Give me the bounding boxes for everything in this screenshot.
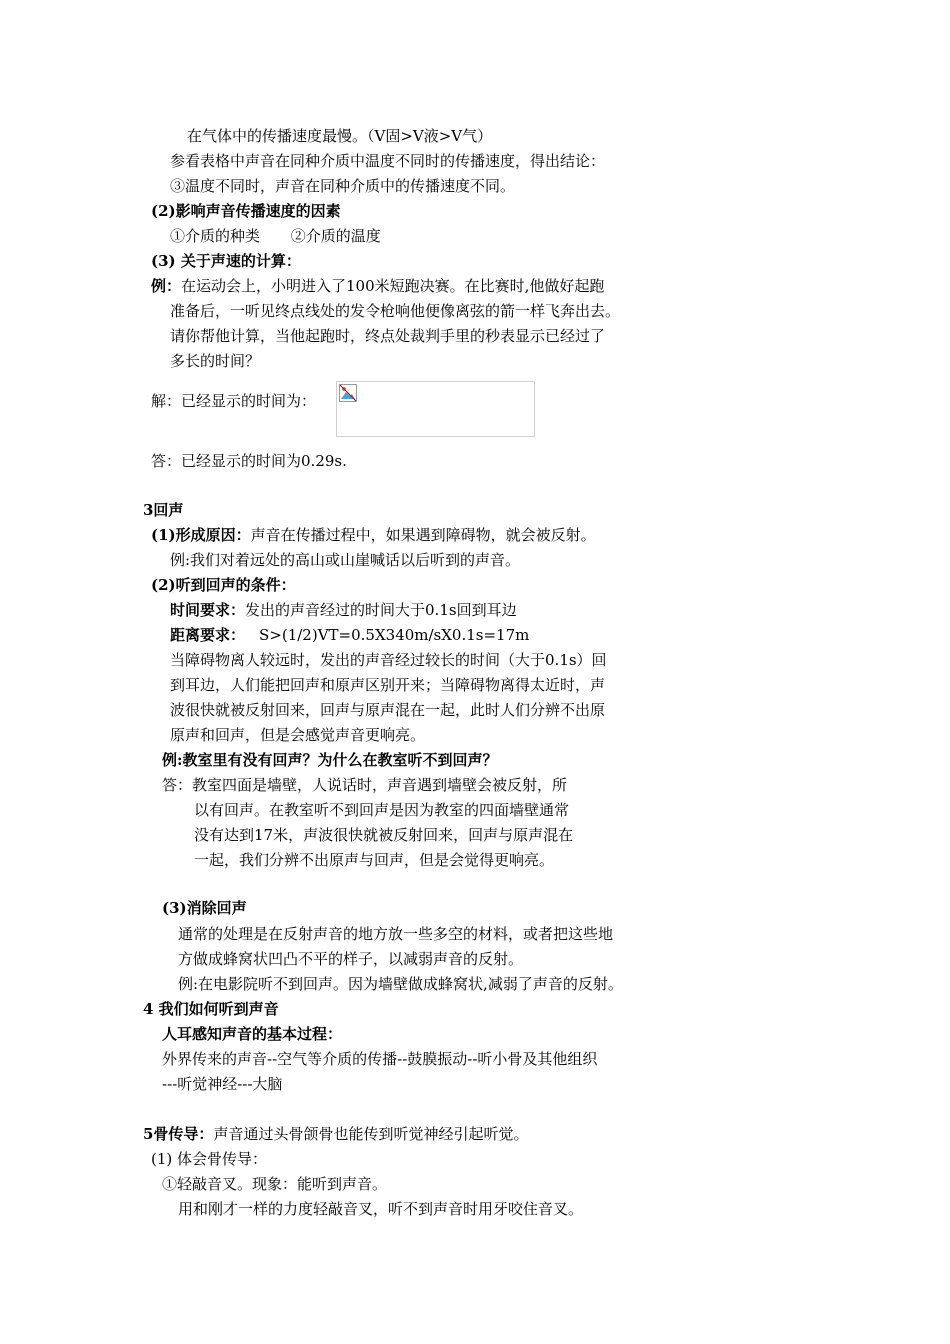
text-line bbox=[162, 775, 567, 795]
section-heading: 3回声 bbox=[143, 501, 184, 519]
text-line: 到耳边，人们能把回声和原声区别开来；当障碍物离得太近时，声 bbox=[170, 676, 606, 694]
text-line bbox=[170, 600, 517, 620]
text-segment: 在运动会上，小明进入了100米短跑决赛。在比赛时,他做好起跑 bbox=[181, 277, 605, 295]
term-label: (1)形成原因： bbox=[151, 526, 251, 544]
text-line: 当障碍物离人较远时，发出的声音经过较长的时间（大于0.1s）回 bbox=[170, 651, 607, 669]
text-line: 参看表格中声音在同种介质中温度不同时的传播速度，得出结论： bbox=[170, 152, 606, 170]
subheading: (2)听到回声的条件： bbox=[151, 576, 296, 594]
example-label: 例： bbox=[151, 277, 182, 295]
text-segment: 发出的声音经过的时间大于0.1s回到耳边 bbox=[245, 601, 517, 619]
text-line: 解：已经显示的时间为： bbox=[151, 392, 317, 410]
text-line: 原声和回声，但是会感觉声音更响亮。 bbox=[170, 726, 426, 744]
text-line bbox=[143, 1124, 528, 1144]
text-line: ①轻敲音叉。现象：能听到声音。 bbox=[162, 1175, 388, 1193]
text-segment: ①介质的种类 bbox=[170, 227, 261, 245]
text-line: 请你帮他计算，当他起跑时，终点处裁判手里的秒表显示已经过了 bbox=[170, 327, 606, 345]
text-line: 准备后，一听见终点线处的发令枪响他便像离弦的箭一样飞奔出去。 bbox=[170, 302, 621, 320]
text-line bbox=[151, 276, 604, 296]
formula-text: S>(1/2)VT=0.5X340m/sX0.1s=17m bbox=[259, 626, 530, 644]
answer-line: 答：已经显示的时间为0.29s. bbox=[151, 452, 347, 470]
section-heading: 5骨传导： bbox=[143, 1125, 214, 1143]
text-line: 外界传来的声音--空气等介质的传播--鼓膜振动--听小骨及其他组织 bbox=[162, 1050, 598, 1068]
answer-label: 答： bbox=[162, 776, 193, 794]
text-line: 一起，我们分辨不出原声与回声，但是会觉得更响亮。 bbox=[194, 851, 555, 869]
text-line bbox=[170, 226, 381, 246]
formula-image-placeholder bbox=[336, 381, 535, 437]
text-line: 例:在电影院听不到回声。因为墙壁做成蜂窝状,减弱了声音的反射。 bbox=[178, 975, 623, 993]
broken-image-icon bbox=[339, 384, 357, 402]
text-line: 在气体中的传播速度最慢。（V固>V液>V气） bbox=[187, 127, 493, 145]
text-segment: 声音在传播过程中，如果遇到障碍物，就会被反射。 bbox=[250, 526, 596, 544]
text-line bbox=[170, 625, 529, 645]
example-question: 例:教室里有没有回声？为什么在教室听不到回声？ bbox=[162, 751, 498, 769]
text-line: 方做成蜂窝状凹凸不平的样子，以减弱声音的反射。 bbox=[178, 950, 524, 968]
text-segment: ②介质的温度 bbox=[290, 227, 381, 245]
text-line: 多长的时间？ bbox=[170, 352, 261, 370]
subheading: (2)影响声音传播速度的因素 bbox=[151, 202, 341, 220]
text-line: (1) 体会骨传导： bbox=[151, 1150, 268, 1168]
text-line: 用和刚才一样的力度轻敲音叉，听不到声音时用牙咬住音叉。 bbox=[178, 1200, 584, 1218]
section-heading: 4 我们如何听到声音 bbox=[143, 1000, 279, 1018]
term-label: 距离要求： bbox=[170, 626, 246, 644]
text-line: 以有回声。在教室听不到回声是因为教室的四面墙壁通常 bbox=[194, 801, 570, 819]
text-line: ---听觉神经---大脑 bbox=[162, 1075, 283, 1093]
subheading: (3)消除回声 bbox=[162, 899, 247, 917]
text-line bbox=[151, 525, 596, 545]
text-line: 没有达到17米，声波很快就被反射回来，回声与原声混在 bbox=[194, 826, 574, 844]
text-line: 通常的处理是在反射声音的地方放一些多空的材料，或者把这些地 bbox=[178, 925, 614, 943]
text-line: 波很快就被反射回来，回声与原声混在一起，此时人们分辨不出原 bbox=[170, 701, 606, 719]
term-label: 时间要求： bbox=[170, 601, 246, 619]
text-segment: 教室四面是墙壁，人说话时，声音遇到墙壁会被反射，所 bbox=[192, 776, 568, 794]
subheading: 人耳感知声音的基本过程： bbox=[162, 1025, 343, 1043]
text-line: ③温度不同时，声音在同种介质中的传播速度不同。 bbox=[170, 177, 516, 195]
text-line: 例:我们对着远处的高山或山崖喊话以后听到的声音。 bbox=[170, 551, 521, 569]
text-segment: 声音通过头骨颌骨也能传到听觉神经引起听觉。 bbox=[213, 1125, 529, 1143]
subheading: (3) 关于声速的计算： bbox=[151, 252, 301, 270]
